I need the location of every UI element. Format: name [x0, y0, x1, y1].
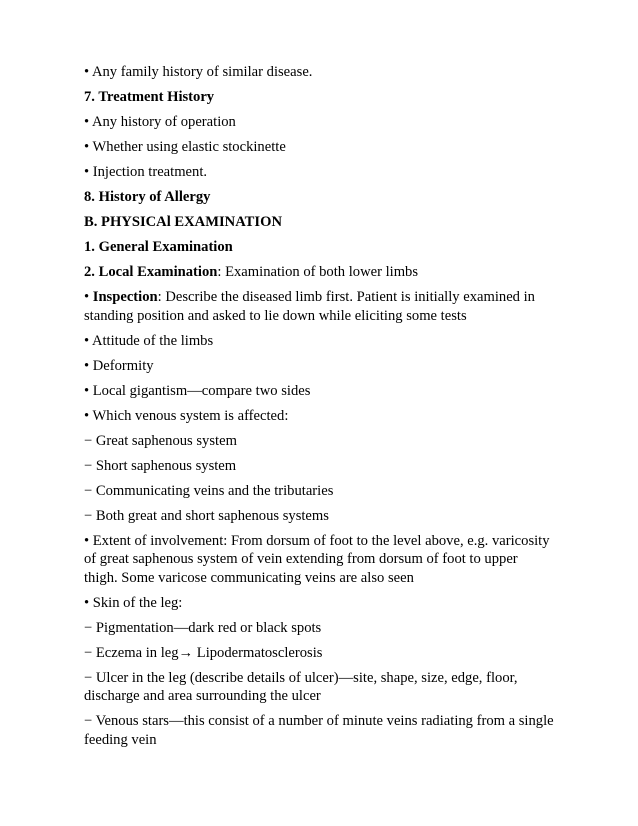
deformity-item: • Deformity	[84, 357, 154, 374]
pigmentation-item: − Pigmentation—dark red or black spots	[84, 619, 322, 636]
heading-treatment-history: 7. Treatment History	[84, 89, 215, 105]
great-saphenous-item: − Great saphenous system	[84, 432, 237, 449]
venous-stars-paragraph: − Venous stars—this consist of a number of minute veins radiating from a single feeding vein	[84, 713, 554, 748]
eczema-line	[84, 644, 554, 663]
both-systems-item: − Both great and short saphenous systems	[84, 507, 329, 524]
heading-general-examination: 1. General Examination	[84, 239, 233, 255]
inspection-text: : Describe the diseased limb first. Patient is initially examined in standing position and asked to lie down while eliciting some tests	[84, 289, 535, 324]
family-history-item: • Any family history of similar disease.	[84, 64, 313, 80]
ulcer-paragraph: − Ulcer in the leg (describe details of ulcer)—site, shape, size, edge, floor, discharge and area surrounding the ulcer	[84, 669, 518, 704]
eczema-text: − Eczema in leg	[84, 644, 179, 661]
inspection-label: Inspection	[92, 289, 158, 305]
inspection-paragraph	[84, 288, 554, 325]
document-body	[84, 63, 554, 756]
extent-of-involvement-paragraph: • Extent of involvement: From dorsum of foot to the level above, e.g. varicosity of great saphenous system of vein extending from dorsum of foot to upper thigh. Some varicose communicating veins are also seen	[84, 532, 550, 586]
attitude-item: • Attitude of the limbs	[84, 332, 214, 349]
stockinette-item: • Whether using elastic stockinette	[84, 139, 286, 155]
heading-physical-examination: B. PHYSICAl EXAMINATION	[84, 214, 282, 230]
venous-system-item: • Which venous system is affected:	[84, 407, 289, 424]
skin-of-leg-item: • Skin of the leg:	[84, 594, 183, 611]
communicating-veins-item: − Communicating veins and the tributaries	[84, 482, 334, 499]
lipodermatosclerosis-text: Lipodermatosclerosis	[193, 644, 323, 661]
local-examination-line	[84, 263, 554, 282]
right-arrow-icon: →	[178, 644, 194, 661]
short-saphenous-item: − Short saphenous system	[84, 457, 237, 474]
inspection-bullet: •	[84, 289, 93, 305]
gigantism-item: • Local gigantism—compare two sides	[84, 382, 311, 399]
heading-allergy: 8. History of Allergy	[84, 189, 211, 205]
injection-item: • Injection treatment.	[84, 164, 208, 180]
local-examination-label: 2. Local Examination	[84, 264, 218, 280]
operation-history-item: • Any history of operation	[84, 114, 236, 130]
local-examination-text: : Examination of both lower limbs	[217, 264, 419, 280]
